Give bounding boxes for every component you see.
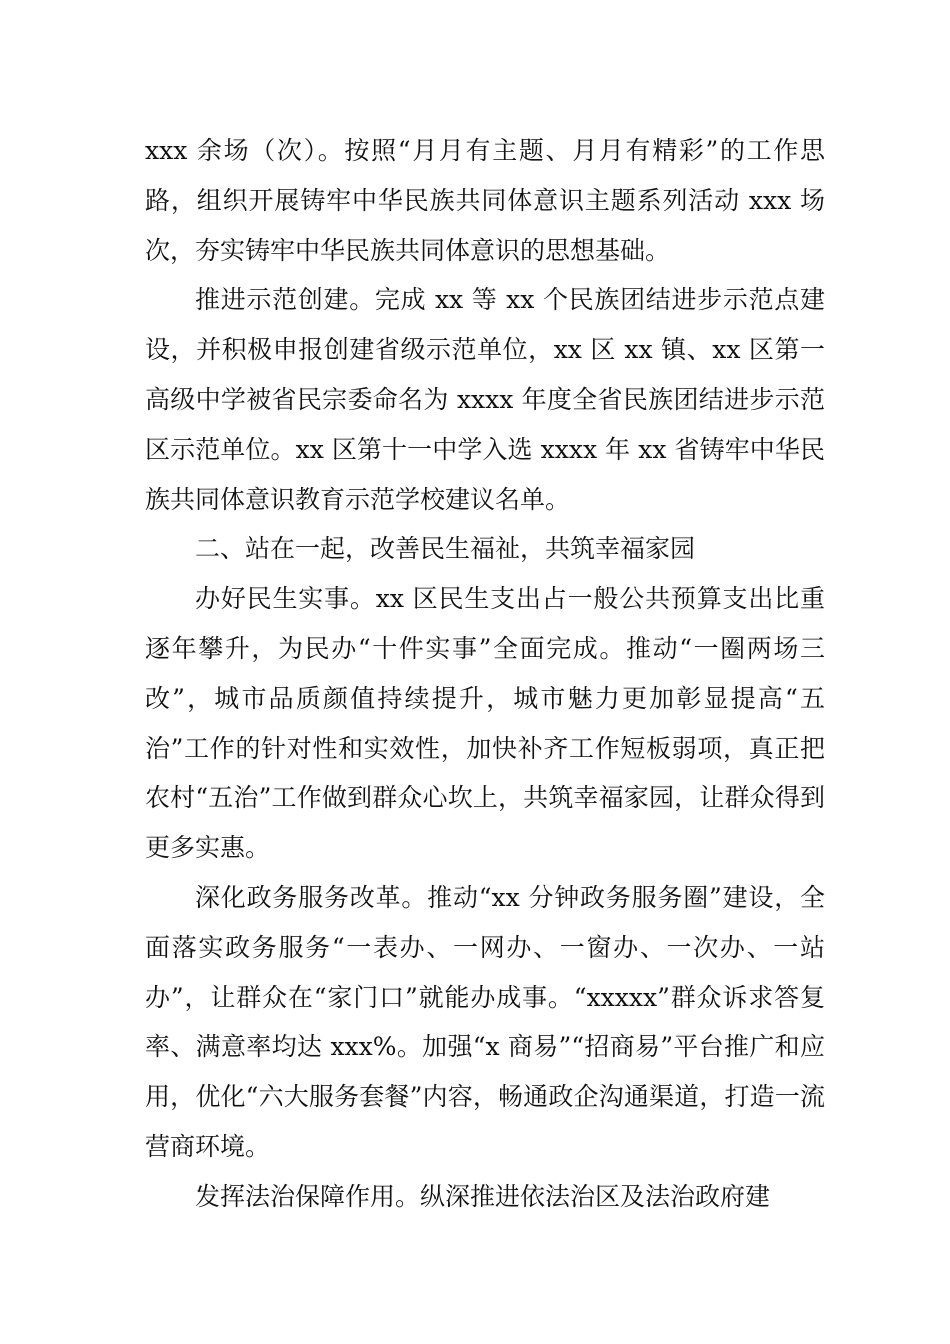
document-body (145, 126, 825, 1222)
paragraph-demonstration: 推进示范创建。完成 xx 等 xx 个民族团结进步示范点建设，并积极申报创建省级示范单位，xx 区 xx 镇、xx 区第一高级中学被省民宗委命名为 xxxx 年度全省民族团结进步示范区示范单位。xx 区第十一中学入选 xxxx 年 xx 省铸牢中华民族共同体意识教育示范学校建议名单。 (145, 285, 825, 514)
paragraph-rule-of-law: 发挥法治保障作用。纵深推进依法治区及法治政府建 (195, 1181, 771, 1211)
paragraph-government-service: 深化政务服务改革。推动“xx 分钟政务服务圈”建设，全面落实政务服务“一表办、一网办、一窗办、一次办、一站办”，让群众在“家门口”就能办成事。“xxxxx”群众诉求答复率、满意率均达 xxx%。加强“x 商易”“招商易”平台推广和应用，优化“六大服务套餐”内容，畅通政企沟通渠道，打造一流营商环境。 (145, 882, 825, 1161)
paragraph-continuation: xxx 余场（次）。按照“月月有主题、月月有精彩”的工作思路，组织开展铸牢中华民族共同体意识主题系列活动 xxx 场次，夯实铸牢中华民族共同体意识的思想基础。 (145, 136, 825, 265)
paragraph-livelihood: 办好民生实事。xx 区民生支出占一般公共预算支出比重逐年攀升，为民办“十件实事”全面完成。推动“一圈两场三改”，城市品质颜值持续提升，城市魅力更加彰显提高“五治”工作的针对性和实效性，加快补齐工作短板弱项，真正把农村“五治”工作做到群众心坎上，共筑幸福家园，让群众得到更多实惠。 (145, 584, 825, 863)
section-heading: 二、站在一起，改善民生福祉，共筑幸福家园 (195, 534, 696, 564)
